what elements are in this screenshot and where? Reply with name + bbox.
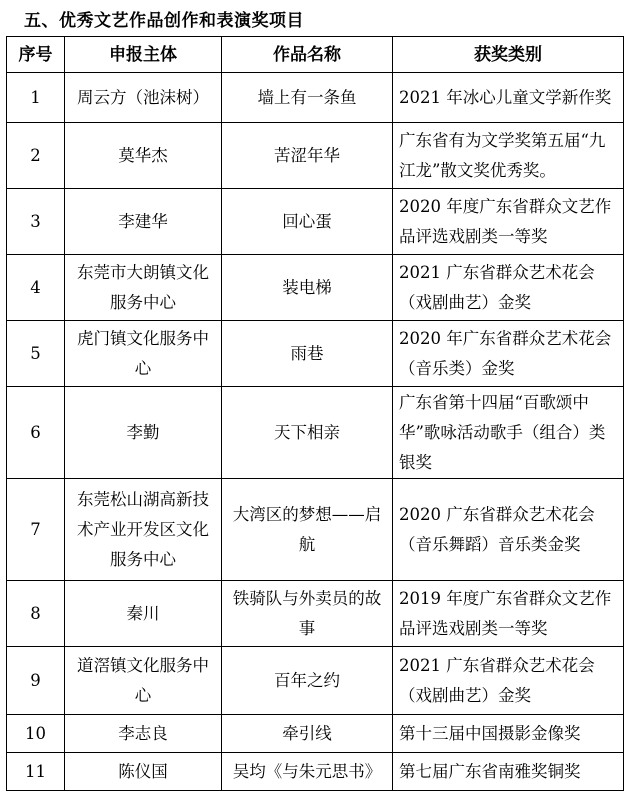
- table-header-row: [7, 37, 624, 73]
- table-row: [7, 321, 624, 387]
- row-work: 百年之约: [222, 647, 393, 715]
- row-no: 11: [7, 753, 65, 791]
- row-award: 2020 年度广东省群众文艺作品评选戏剧类一等奖: [393, 189, 624, 255]
- header-work: 作品名称: [222, 37, 393, 73]
- row-entity: 陈仪国: [65, 753, 222, 791]
- row-no: 5: [7, 321, 65, 387]
- row-entity: 虎门镇文化服务中心: [65, 321, 222, 387]
- row-award: 2021 广东省群众艺术花会（戏剧曲艺）金奖: [393, 255, 624, 321]
- table-row: [7, 647, 624, 715]
- table-row: [7, 387, 624, 479]
- row-award: 广东省有为文学奖第五届“九江龙”散文奖优秀奖。: [393, 123, 624, 189]
- table-row: [7, 479, 624, 581]
- row-award: 第七届广东省南雅奖铜奖: [393, 753, 624, 791]
- row-no: 3: [7, 189, 65, 255]
- row-work: 装电梯: [222, 255, 393, 321]
- row-award: 2019 年度广东省群众文艺作品评选戏剧类一等奖: [393, 581, 624, 647]
- row-work: 雨巷: [222, 321, 393, 387]
- row-no: 7: [7, 479, 65, 581]
- row-work: 墙上有一条鱼: [222, 73, 393, 123]
- row-work: 天下相亲: [222, 387, 393, 479]
- row-work: 苦涩年华: [222, 123, 393, 189]
- row-no: 8: [7, 581, 65, 647]
- row-entity: 李志良: [65, 715, 222, 753]
- row-no: 6: [7, 387, 65, 479]
- row-entity: 东莞市大朗镇文化服务中心: [65, 255, 222, 321]
- row-entity: 周云方（池沫树）: [65, 73, 222, 123]
- awards-table: [6, 36, 624, 791]
- row-award: 广东省第十四届“百歌颂中华”歌咏活动歌手（组合）类银奖: [393, 387, 624, 479]
- row-award: 2021 广东省群众艺术花会（戏剧曲艺）金奖: [393, 647, 624, 715]
- row-work: 吴均《与朱元思书》: [222, 753, 393, 791]
- row-award: 第十三届中国摄影金像奖: [393, 715, 624, 753]
- table-row: [7, 753, 624, 791]
- row-work: 铁骑队与外卖员的故事: [222, 581, 393, 647]
- row-entity: 李建华: [65, 189, 222, 255]
- row-entity: 道滘镇文化服务中心: [65, 647, 222, 715]
- row-no: 4: [7, 255, 65, 321]
- row-entity: 莫华杰: [65, 123, 222, 189]
- row-award: 2020 年广东省群众艺术花会（音乐类）金奖: [393, 321, 624, 387]
- row-entity: 东莞松山湖高新技术产业开发区文化服务中心: [65, 479, 222, 581]
- header-award: 获奖类别: [393, 37, 624, 73]
- table-row: [7, 123, 624, 189]
- table-row: [7, 715, 624, 753]
- row-award: 2020 广东省群众艺术花会（音乐舞蹈）音乐类金奖: [393, 479, 624, 581]
- row-award: 2021 年冰心儿童文学新作奖: [393, 73, 624, 123]
- row-no: 9: [7, 647, 65, 715]
- row-work: 牵引线: [222, 715, 393, 753]
- table-row: [7, 189, 624, 255]
- row-entity: 李勤: [65, 387, 222, 479]
- table-row: [7, 73, 624, 123]
- row-no: 1: [7, 73, 65, 123]
- row-work: 大湾区的梦想——启航: [222, 479, 393, 581]
- table-row: [7, 581, 624, 647]
- table-row: [7, 255, 624, 321]
- row-no: 10: [7, 715, 65, 753]
- row-entity: 秦川: [65, 581, 222, 647]
- section-title: 五、优秀文艺作品创作和表演奖项目: [24, 11, 304, 31]
- header-no: 序号: [7, 37, 65, 73]
- row-no: 2: [7, 123, 65, 189]
- header-entity: 申报主体: [65, 37, 222, 73]
- row-work: 回心蛋: [222, 189, 393, 255]
